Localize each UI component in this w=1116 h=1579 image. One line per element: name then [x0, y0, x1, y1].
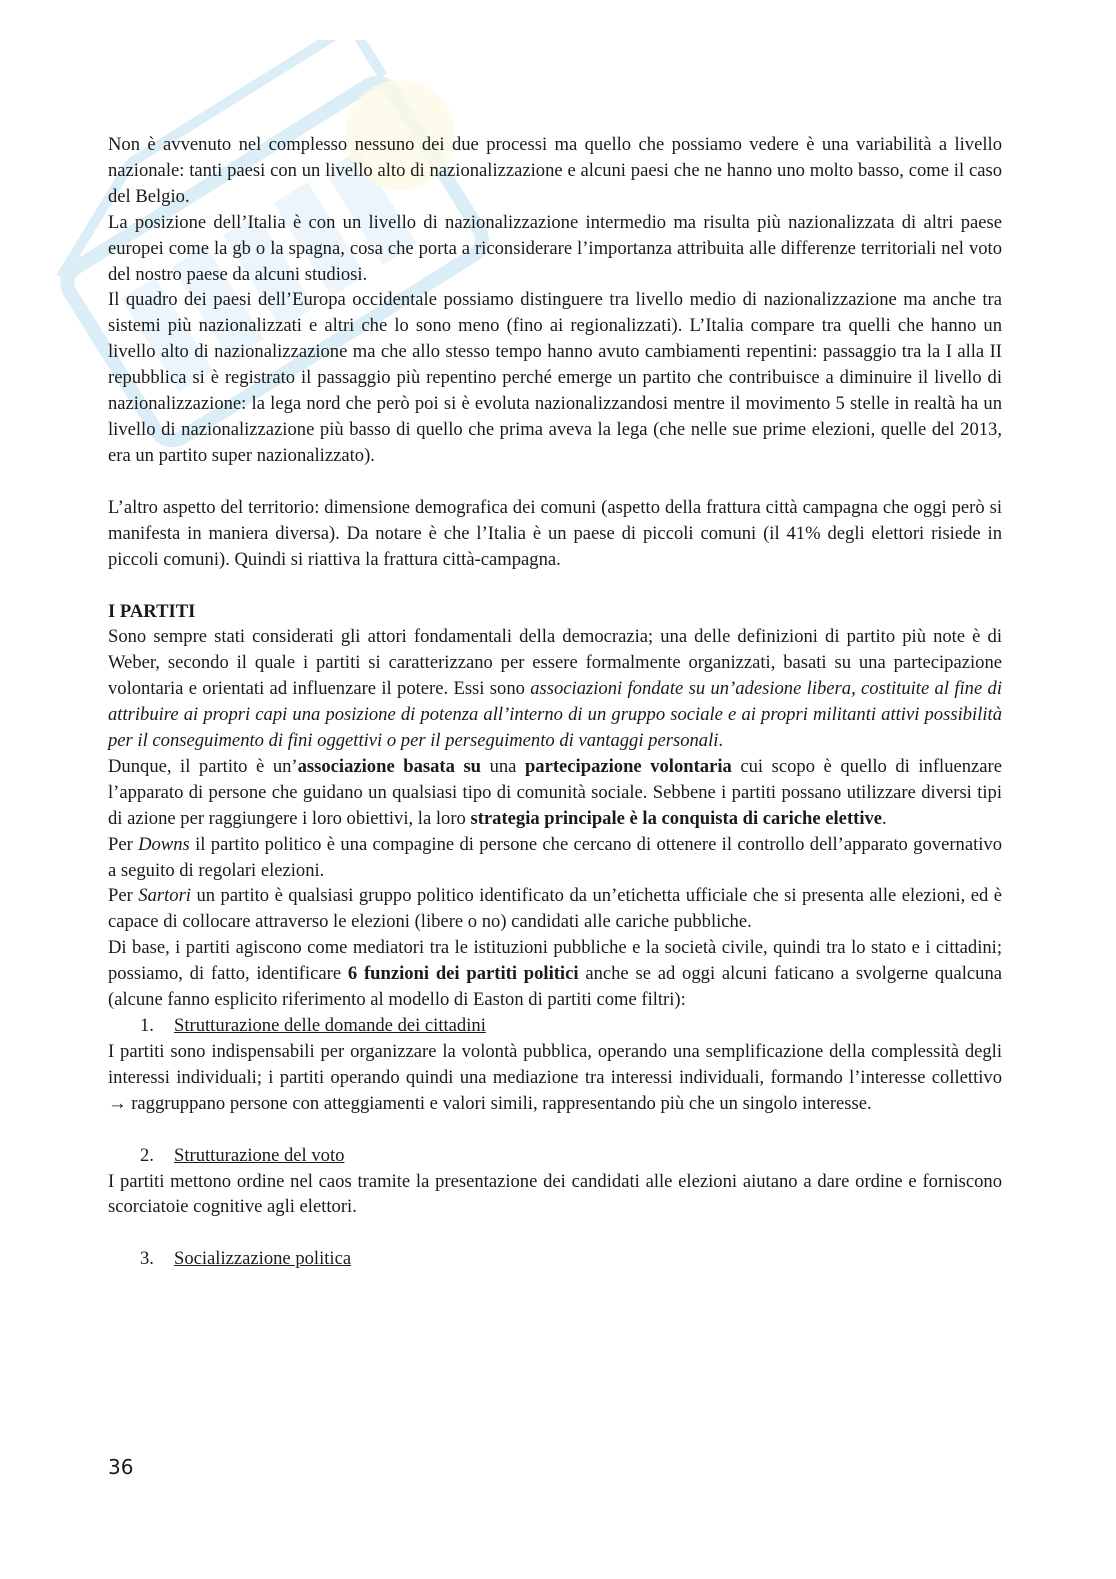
paragraph: I partiti sono indispensabili per organizzare la volontà pubblica, operando una semplificazione della complessità degli interessi individuali; i partiti operando quindi una mediazione tra interessi individuali, formando l’interesse collettivo → raggruppano persone con atteggiamenti e valori simili, rappresentando più che un singolo interesse. [108, 1040, 1002, 1114]
paragraph: La posizione dell’Italia è con un livello di nazionalizzazione intermedio ma risulta più nazionalizzata di altri paese europei come la gb o la spagna, cosa che porta a riconsiderare l’importanza attribuita alle differenze territoriali nel voto del nostro paese da alcuni studiosi. [108, 211, 1002, 285]
paragraph: Per Sartori un partito è qualsiasi gruppo politico identificato da un’etichetta ufficiale che si presenta alle elezioni, ed è capace di collocare attraverso le elezioni (libere o no) candidati alle cariche pubbliche. [108, 885, 1003, 933]
list-item: 3. Socializzazione politica [140, 1248, 352, 1270]
paragraph: Sono sempre stati considerati gli attori fondamentali della democrazia; una delle definizioni di partito più note è di Weber, secondo il quale i partiti si caratterizzano per essere formalmente organizzati, basati su una partecipazione volontaria e orientati ad influenzare il potere. Essi sono associazioni fondate su un’adesione libera, costituite al fine di attribuire ai propri capi una posizione di potenza all’interno di un gruppo sociale e ai propri militanti attivi possibilità per il conseguimento di fini oggettivi o per il perseguimento di vantaggi personali. [108, 626, 1002, 752]
arrow-right-icon: → [108, 1092, 127, 1114]
paragraph: Non è avvenuto nel complesso nessuno dei due processi ma quello che possiamo vedere è una variabilità a livello nazionale: tanti paesi con un livello alto di nazionalizzazione e alcuni paesi che ne hanno uno molto basso, come il caso del Belgio. [108, 134, 1002, 207]
paragraph: I partiti mettono ordine nel caos tramite la presentazione dei candidati alle elezioni aiutano a dare ordine e forniscono scorciatoie cognitive agli elettori. [108, 1170, 1002, 1218]
document-body [108, 132, 1002, 1272]
paragraph: Per Downs il partito politico è una compagine di persone che cercano di ottenere il controllo dell’apparato governativo a seguito di regolari elezioni. [108, 833, 1002, 881]
paragraph: Dunque, il partito è un’associazione basata su una partecipazione volontaria cui scopo è quello di influenzare l’apparato di persone che guidano un qualsiasi tipo di comunità sociale. Sebbene i partiti possano utilizzare diversi tipi di azione per raggiungere i loro obiettivi, la loro strategia principale è la conquista di cariche elettive. [108, 755, 1002, 829]
paragraph: Di base, i partiti agiscono come mediatori tra le istituzioni pubbliche e la società civile, quindi tra lo stato e i cittadini; possiamo, di fatto, identificare 6 funzioni dei partiti politici anche se ad oggi alcuni faticano a svolgerne qualcuna (alcune fanno esplicito riferimento al modello di Easton di partiti come filtri): [108, 937, 1002, 1011]
paragraph: L’altro aspetto del territorio: dimensione demografica dei comuni (aspetto della frattura città campagna che oggi però si manifesta in maniera diversa). Da notare è che l’Italia è un paese di piccoli comuni (il 41% degli elettori risiede in piccoli comuni). Quindi si riattiva la frattura città-campagna. [108, 496, 1002, 570]
list-item: 1. Strutturazione delle domande dei cittadini [140, 1015, 486, 1036]
section-heading: I PARTITI [108, 600, 196, 622]
paragraph: Il quadro dei paesi dell’Europa occidentale possiamo distinguere tra livello medio di nazionalizzazione ma anche tra sistemi più nazionalizzati e altri che lo sono meno (fino ai regionalizzati). L’Italia compare tra quelli che hanno un livello alto di nazionalizzazione ma che allo stesso tempo hanno avuto cambiamenti repentini: passaggio tra la I alla II repubblica si è registrato il passaggio più repentino perché emerge un partito che contribuisce a diminuire il livello di nazionalizzazione: la lega nord che però poi si è evoluta nazionalizzandosi mentre il movimento 5 stelle in realtà ha un livello di nazionalizzazione più basso di quello che prima aveva la lega (che nelle sue prime elezioni, quelle del 2013, era un partito super nazionalizzato). [108, 289, 1002, 466]
page-number: 36 [108, 1455, 134, 1479]
list-item: 2. Strutturazione del voto [140, 1144, 345, 1166]
